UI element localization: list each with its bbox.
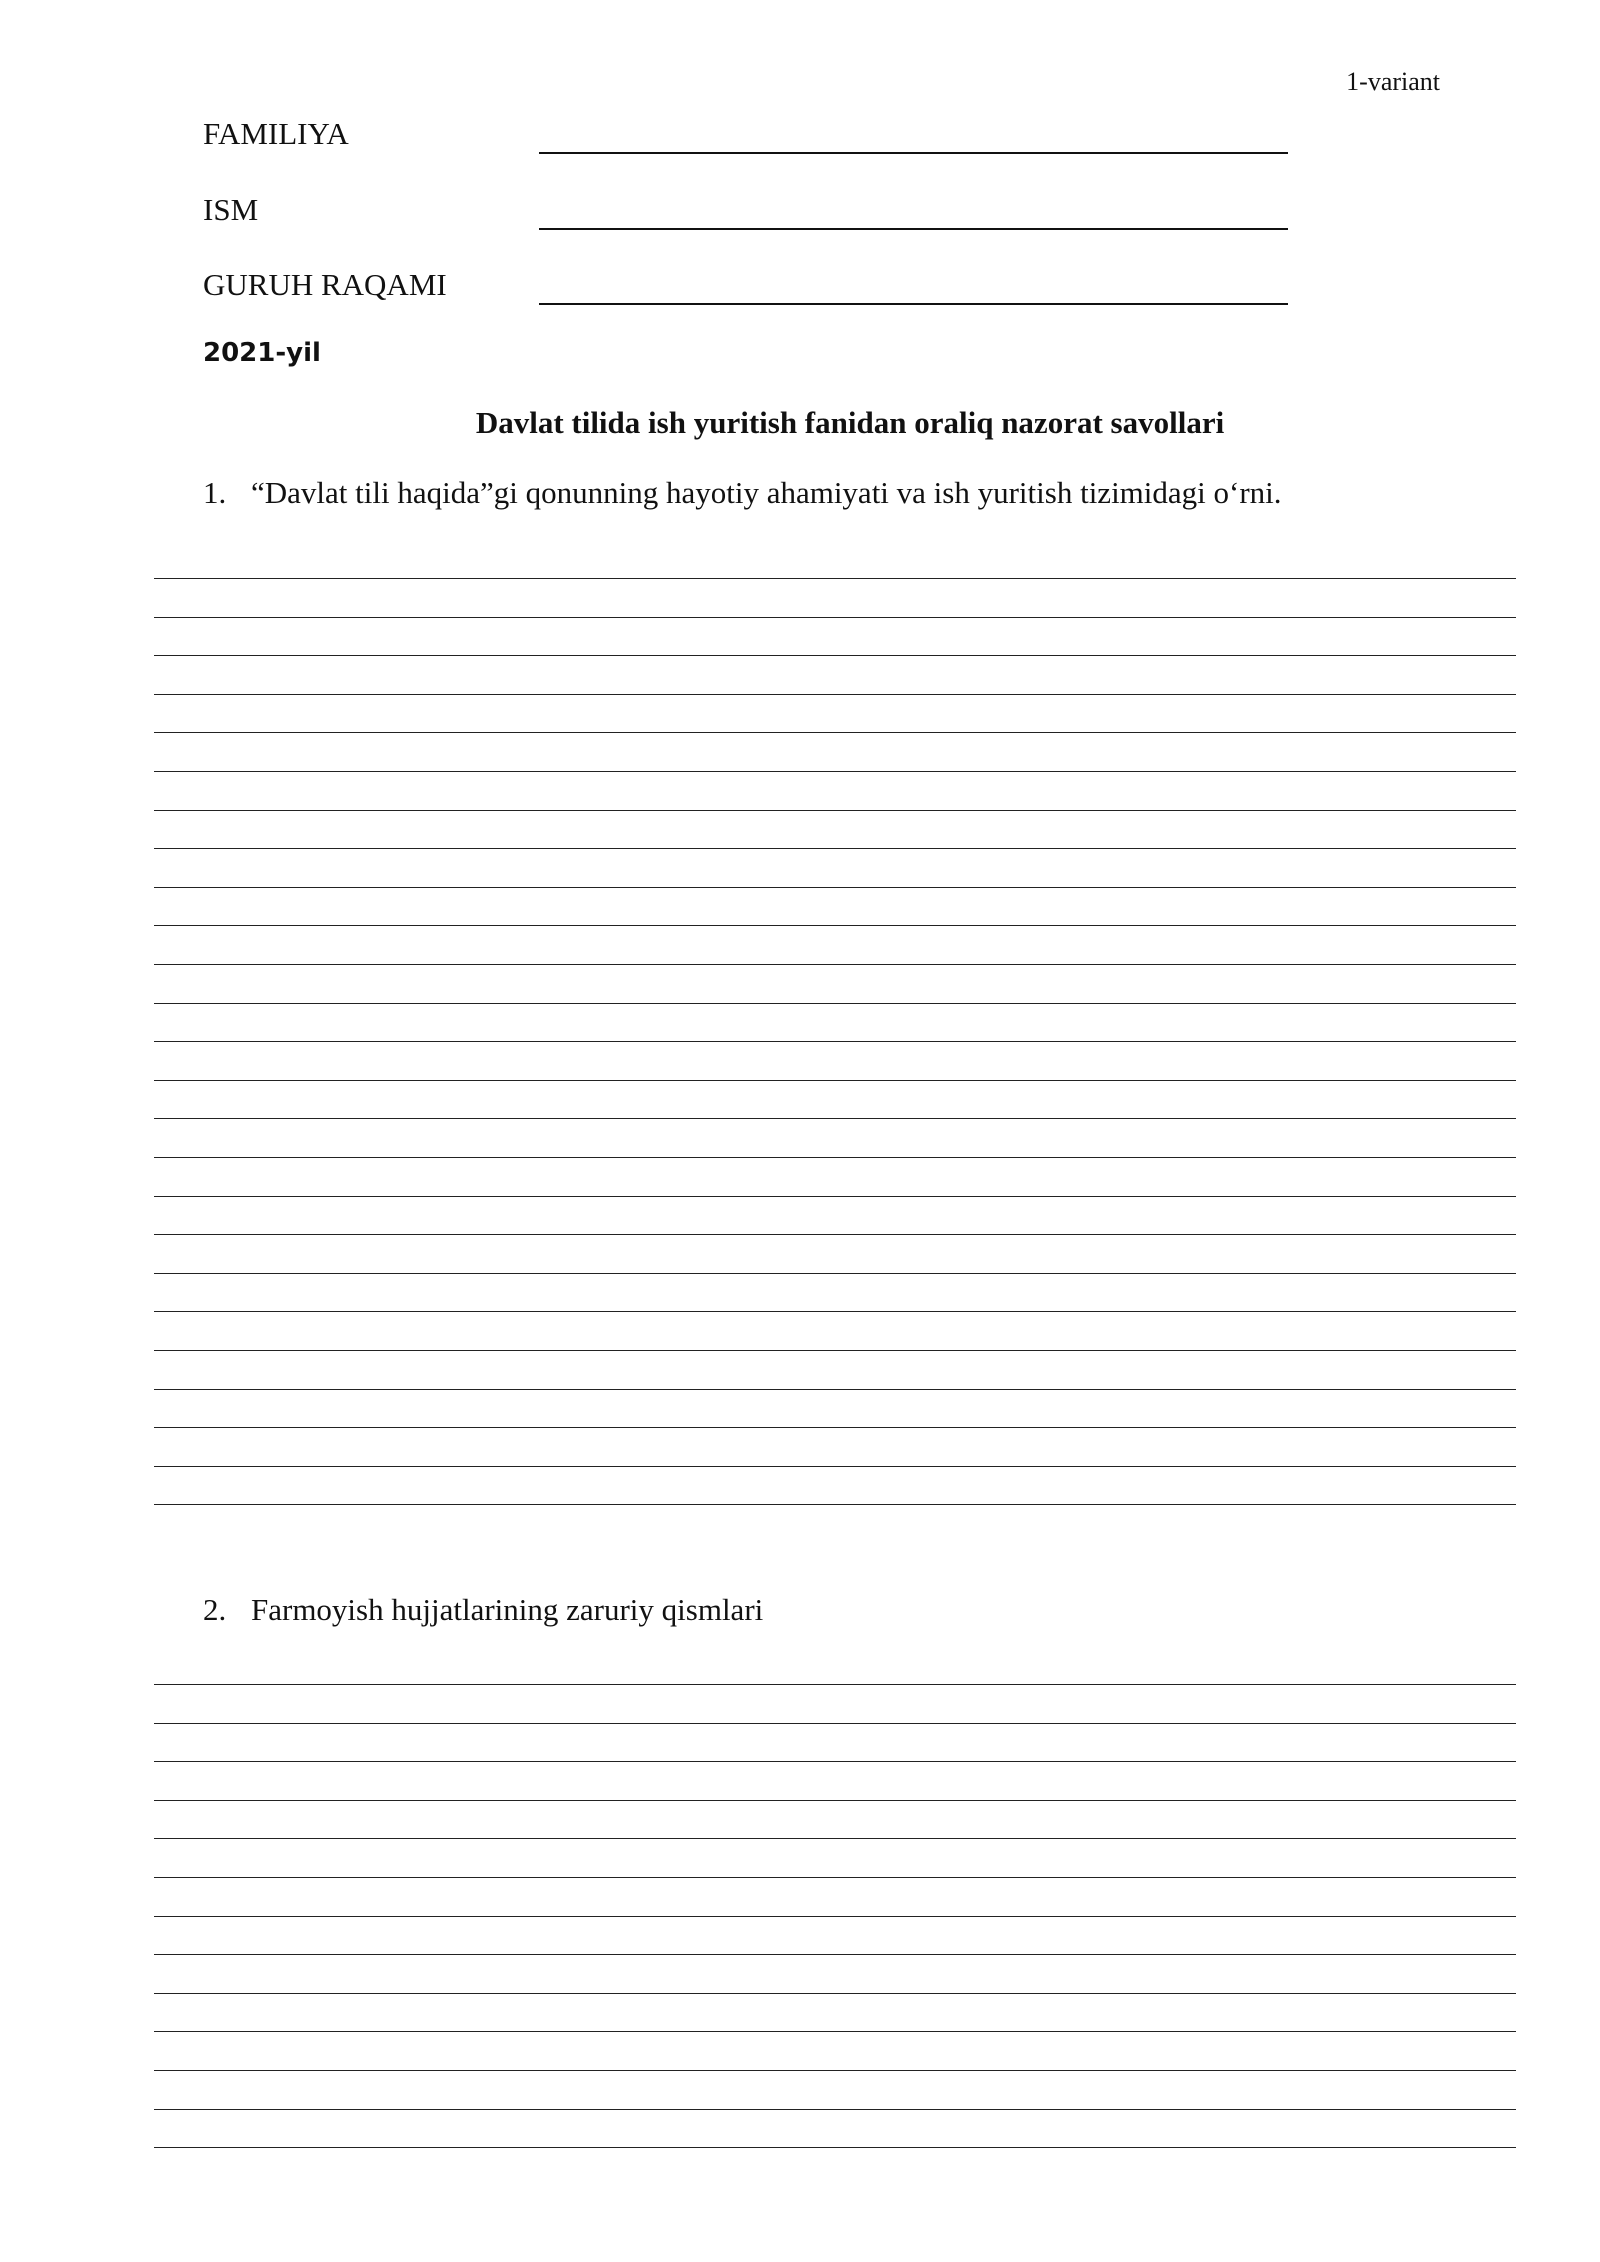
year-label: 2021-yil	[203, 338, 321, 368]
answer-line	[154, 1761, 1516, 1762]
ism-blank-line	[539, 228, 1288, 230]
answer-line	[154, 655, 1516, 656]
answer-line	[154, 925, 1516, 926]
guruh-raqami-label: GURUH RAQAMI	[203, 267, 447, 302]
answer-line	[154, 1118, 1516, 1119]
answer-line	[154, 578, 1516, 579]
answer-line	[154, 810, 1516, 811]
answer-line	[154, 1041, 1516, 1042]
answer-line	[154, 2109, 1516, 2110]
guruh-raqami-field	[203, 265, 1293, 305]
familiya-blank-line	[539, 152, 1288, 154]
answer-line	[154, 887, 1516, 888]
answer-line	[154, 2031, 1516, 2032]
answer-line	[154, 1684, 1516, 1685]
answer-line	[154, 848, 1516, 849]
question-1-text: “Davlat tili haqida”gi qonunning hayotiy ahamiyati va ish yuritish tizimidagi o‘rni.	[251, 475, 1282, 510]
variant-label: 1-variant	[1346, 67, 1440, 96]
answer-line	[154, 1877, 1516, 1878]
document-title: Davlat tilida ish yuritish fanidan oraliq nazorat savollari	[475, 405, 1225, 440]
answer-line	[154, 694, 1516, 695]
question-1	[203, 473, 1282, 513]
answer-line	[154, 1311, 1516, 1312]
ism-field	[203, 190, 1293, 230]
answer-line	[154, 1466, 1516, 1467]
answer-line	[154, 771, 1516, 772]
answer-line	[154, 1234, 1516, 1235]
answer-line	[154, 2147, 1516, 2148]
question-1-number: 1.	[203, 475, 227, 510]
familiya-label: FAMILIYA	[203, 116, 349, 151]
answer-line	[154, 1157, 1516, 1158]
answer-line	[154, 1389, 1516, 1390]
answer-line	[154, 1080, 1516, 1081]
ism-label: ISM	[203, 192, 259, 227]
answer-line	[154, 1350, 1516, 1351]
question-2-text: Farmoyish hujjatlarining zaruriy qismlari	[251, 1592, 764, 1627]
answer-line	[154, 732, 1516, 733]
answer-line	[154, 1427, 1516, 1428]
question-2-answer-lines	[154, 1684, 1516, 2150]
familiya-field	[203, 114, 1293, 154]
answer-line	[154, 1003, 1516, 1004]
answer-line	[154, 1723, 1516, 1724]
answer-line	[154, 1196, 1516, 1197]
answer-line	[154, 964, 1516, 965]
question-2	[203, 1590, 763, 1630]
answer-line	[154, 1273, 1516, 1274]
answer-line	[154, 1954, 1516, 1955]
answer-line	[154, 1504, 1516, 1505]
answer-line	[154, 1993, 1516, 1994]
answer-line	[154, 1916, 1516, 1917]
guruh-raqami-blank-line	[539, 303, 1288, 305]
answer-line	[154, 1800, 1516, 1801]
answer-line	[154, 1838, 1516, 1839]
question-2-number: 2.	[203, 1592, 227, 1627]
question-1-answer-lines	[154, 578, 1516, 1507]
answer-line	[154, 617, 1516, 618]
answer-line	[154, 2070, 1516, 2071]
